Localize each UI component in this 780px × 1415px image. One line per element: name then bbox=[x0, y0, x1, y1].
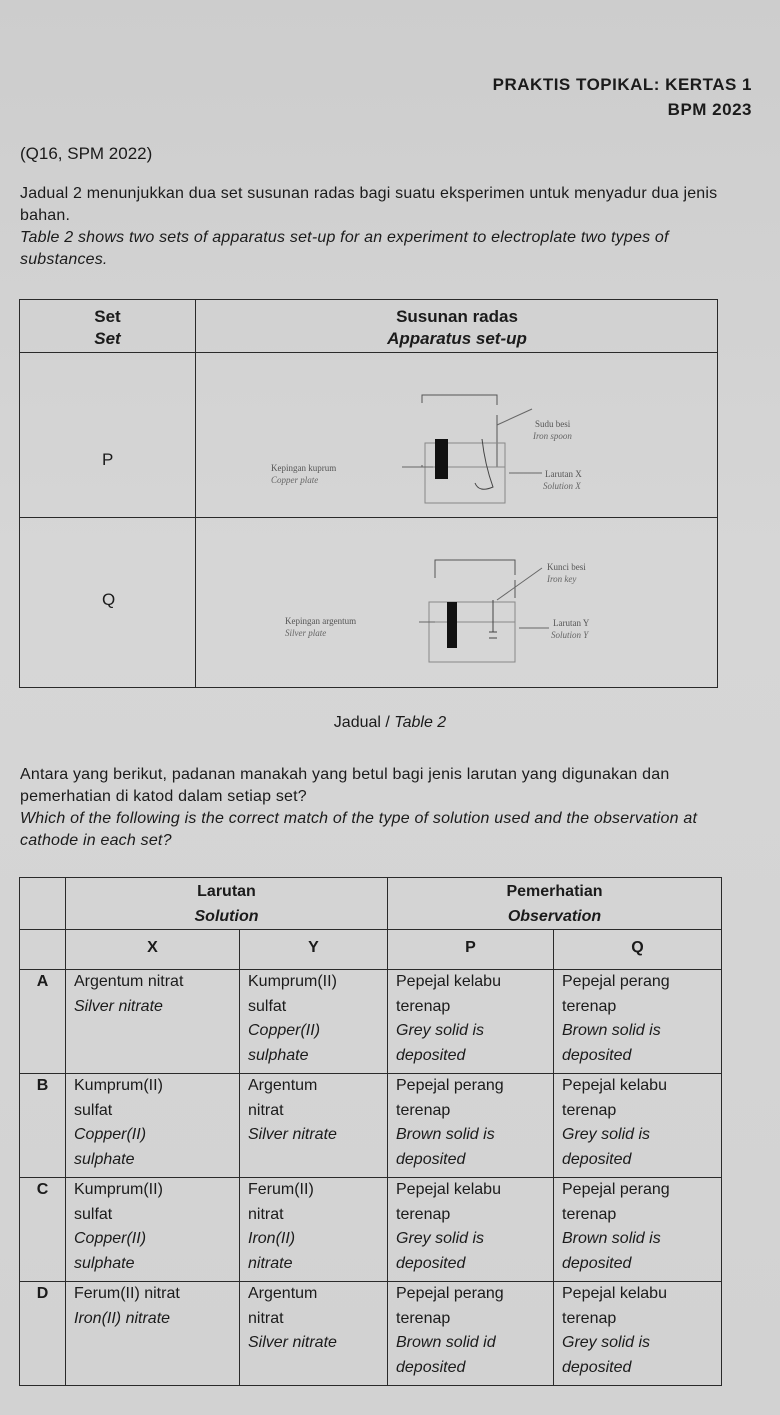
option-row-b[interactable] bbox=[20, 1074, 722, 1178]
diagram-q-object-ms: Kunci besi bbox=[547, 562, 586, 572]
solution-header-ms: Larutan bbox=[197, 883, 256, 900]
option-d-y: Argentum nitrat Silver nitrate bbox=[240, 1282, 388, 1386]
option-c-q: Pepejal perang terenap Brown solid is deposited bbox=[554, 1178, 722, 1282]
intro-malay: Jadual 2 menunjukkan dua set susunan radas bagi suatu eksperimen untuk menyadur dua jenis bahan. bbox=[20, 185, 718, 224]
diagram-p-solution-ms: Larutan X bbox=[545, 469, 582, 479]
diagram-p-plate-en: Copper plate bbox=[271, 475, 319, 485]
option-row-a[interactable] bbox=[20, 970, 722, 1074]
option-b-q: Pepejal kelabu terenap Grey solid is deposited bbox=[554, 1074, 722, 1178]
diagram-p-object-ms: Sudu besi bbox=[535, 419, 571, 429]
option-row-c[interactable] bbox=[20, 1178, 722, 1282]
answer-options-table bbox=[19, 877, 722, 1386]
option-c-y: Ferum(II) nitrat Iron(II) nitrate bbox=[240, 1178, 388, 1282]
option-label-a[interactable]: A bbox=[20, 970, 66, 1074]
option-b-p: Pepejal perang terenap Brown solid is deposited bbox=[388, 1074, 554, 1178]
option-c-x: Kumprum(II) sulfat Copper(II) sulphate bbox=[66, 1178, 240, 1282]
diagram-q-solution-ms: Larutan Y bbox=[553, 618, 590, 628]
set-header-en: Set bbox=[94, 329, 121, 348]
subheader-x: X bbox=[66, 930, 240, 970]
intro-english: Table 2 shows two sets of apparatus set-up for an experiment to electroplate two types of substances. bbox=[20, 229, 669, 268]
caption-en: Table 2 bbox=[394, 714, 447, 731]
diagram-p-plate-ms: Kepingan kuprum bbox=[271, 463, 337, 473]
option-c-p: Pepejal kelabu terenap Grey solid is deposited bbox=[388, 1178, 554, 1282]
option-d-q: Pepejal kelabu terenap Grey solid is deposited bbox=[554, 1282, 722, 1386]
diagram-q-solution-en: Solution Y bbox=[551, 630, 589, 640]
caption-ms: Jadual / bbox=[333, 714, 395, 731]
diagram-p-solution-en: Solution X bbox=[543, 481, 581, 491]
set-label-p: P bbox=[102, 450, 114, 469]
subheader-y: Y bbox=[240, 930, 388, 970]
corner-cell bbox=[20, 878, 66, 930]
apparatus-column-header bbox=[195, 306, 719, 350]
page-header bbox=[493, 72, 752, 122]
subheader-q: Q bbox=[554, 930, 722, 970]
diagram-q-plate-en: Silver plate bbox=[285, 628, 327, 638]
set-column-header bbox=[20, 306, 195, 350]
option-row-d[interactable] bbox=[20, 1282, 722, 1386]
option-b-x: Kumprum(II) sulfat Copper(II) sulphate bbox=[66, 1074, 240, 1178]
solution-header bbox=[66, 878, 388, 930]
option-d-p: Pepejal perang terenap Brown solid id deposited bbox=[388, 1282, 554, 1386]
question-english: Which of the following is the correct match of the type of solution used and the observation at cathode in each set? bbox=[20, 810, 698, 849]
option-a-q: Pepejal perang terenap Brown solid is deposited bbox=[554, 970, 722, 1074]
apparatus-diagram-q bbox=[197, 520, 717, 685]
set-label-q: Q bbox=[102, 590, 116, 609]
apparatus-header-ms: Susunan radas bbox=[396, 307, 518, 326]
observation-header-ms: Pemerhatian bbox=[506, 883, 603, 900]
option-a-y: Kumprum(II) sulfat Copper(II) sulphate bbox=[240, 970, 388, 1074]
question-reference: (Q16, SPM 2022) bbox=[20, 144, 153, 163]
header-title: PRAKTIS TOPIKAL: KERTAS 1 bbox=[492, 75, 752, 94]
option-label-d[interactable]: D bbox=[20, 1282, 66, 1386]
option-b-y: Argentum nitrat Silver nitrate bbox=[240, 1074, 388, 1178]
option-label-b[interactable]: B bbox=[20, 1074, 66, 1178]
apparatus-header-en: Apparatus set-up bbox=[387, 329, 527, 348]
observation-header bbox=[388, 878, 722, 930]
set-header-ms: Set bbox=[94, 307, 121, 326]
solution-header-en: Solution bbox=[194, 907, 259, 925]
diagram-p-object-en: Iron spoon bbox=[533, 431, 572, 441]
apparatus-table bbox=[19, 299, 718, 688]
apparatus-diagram-p bbox=[197, 355, 717, 515]
option-label-c[interactable]: C bbox=[20, 1178, 66, 1282]
header-subtitle: BPM 2023 bbox=[667, 100, 752, 119]
option-d-x: Ferum(II) nitrat Iron(II) nitrate bbox=[66, 1282, 240, 1386]
diagram-q-plate-ms: Kepingan argentum bbox=[285, 616, 357, 626]
table-caption bbox=[0, 714, 780, 732]
option-a-p: Pepejal kelabu terenap Grey solid is deposited bbox=[388, 970, 554, 1074]
question-malay: Antara yang berikut, padanan manakah yang betul bagi jenis larutan yang digunakan dan pemerhatian di katod dalam setiap set? bbox=[20, 766, 670, 805]
diagram-q-object-en: Iron key bbox=[547, 574, 577, 584]
observation-header-en: Observation bbox=[507, 907, 602, 925]
blank-subheader bbox=[20, 930, 66, 970]
subheader-p: P bbox=[388, 930, 554, 970]
option-a-x: Argentum nitrat Silver nitrate bbox=[66, 970, 240, 1074]
